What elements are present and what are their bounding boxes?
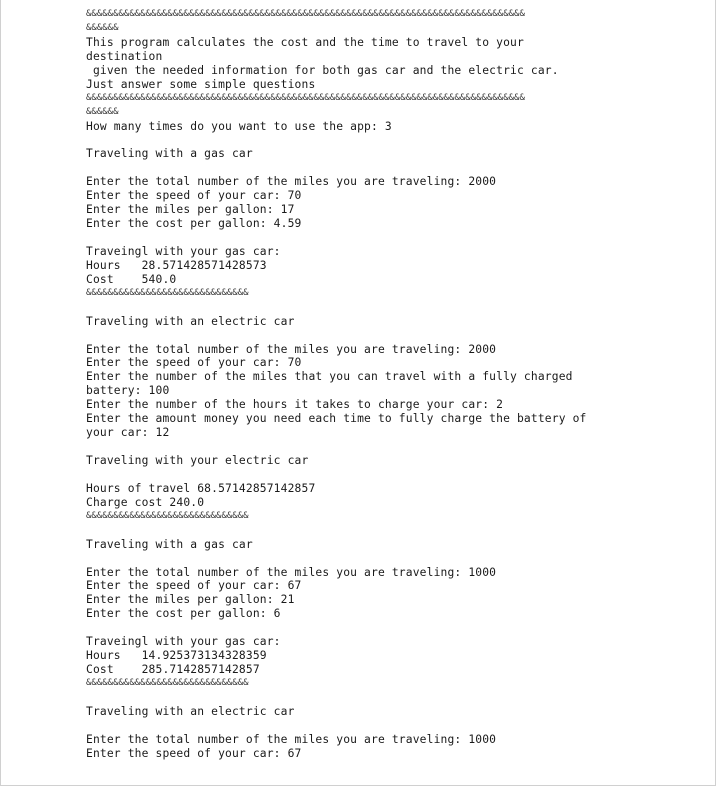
console-line: your car: 12 <box>86 426 170 440</box>
console-line: battery: 100 <box>86 384 170 398</box>
console-line: Enter the number of the hours it takes to charge your car: 2 <box>86 398 504 412</box>
blank-line <box>86 552 646 566</box>
console-line: Enter the speed of your car: 67 <box>86 579 302 593</box>
console-line: Enter the total number of the miles you are traveling: 1000 <box>86 732 497 746</box>
console-line: Cost 285.7142857142857 <box>86 663 260 677</box>
blank-line <box>86 133 646 147</box>
separator-line: &&&&&&&&&&&&&&&&&&&&&&&&&&&&&&&&&&&&&&&&&&&&&&&&&&&&&&&&&&&&&&&&&&&&&&&&&&&&&&&&& <box>86 92 525 103</box>
console-line: Enter the total number of the miles you are traveling: 2000 <box>86 342 497 356</box>
blank-line <box>86 329 646 343</box>
separator-line: &&&&&&&&&&&&&&&&&&&&&&&&&&&&&&&&&&&&&&&&&&&&&&&&&&&&&&&&&&&&&&&&&&&&&&&&&&&&&&&&& <box>86 9 525 19</box>
console-line: Traveingl with your gas car: <box>86 244 281 258</box>
console-line: This program calculates the cost and the time to travel to your <box>86 35 524 49</box>
console-line: Enter the total number of the miles you are traveling: 1000 <box>86 565 497 579</box>
blank-line <box>86 440 646 454</box>
console-line: Enter the cost per gallon: 4.59 <box>86 217 302 231</box>
console-line: Enter the miles per gallon: 17 <box>86 203 295 217</box>
console-line: Traveingl with your gas car: <box>86 635 281 649</box>
console-line: Charge cost 240.0 <box>86 495 205 509</box>
console-line: Enter the miles per gallon: 21 <box>86 593 295 607</box>
separator-line: &&&&&&&&&&&&&&&&&&&&&&&&&&&&&& <box>86 510 249 521</box>
console-line: Traveling with an electric car <box>86 704 295 718</box>
console-line: How many times do you want to use the app: 3 <box>86 119 392 133</box>
console-line: Enter the total number of the miles you are traveling: 2000 <box>86 175 497 189</box>
separator-line: &&&&&&&&&&&&&&&&&&&&&&&&&&&&&& <box>86 287 249 298</box>
console-line: Traveling with a gas car <box>86 537 253 551</box>
blank-line <box>86 524 646 538</box>
console-line: Enter the speed of your car: 67 <box>86 746 302 760</box>
blank-line <box>86 691 646 705</box>
blank-line <box>86 468 646 482</box>
separator-line: &&&&&& <box>86 22 119 33</box>
console-line: Enter the amount money you need each time to fully charge the battery of <box>86 412 587 426</box>
console-line: Traveling with an electric car <box>86 314 295 328</box>
separator-line: &&&&&& <box>86 106 119 117</box>
console-line: Just answer some simple questions <box>86 77 316 91</box>
blank-line <box>86 301 646 315</box>
blank-line <box>86 161 646 175</box>
console-line: Enter the speed of your car: 70 <box>86 189 302 203</box>
console-output <box>86 8 646 761</box>
console-line: Cost 540.0 <box>86 272 177 286</box>
console-line: Enter the cost per gallon: 6 <box>86 607 281 621</box>
console-line: Hours 14.925373134328359 <box>86 649 267 663</box>
console-line: given the needed information for both gas car and the electric car. <box>86 63 559 77</box>
blank-line <box>86 231 646 245</box>
blank-line <box>86 719 646 733</box>
console-line: Hours 28.571428571428573 <box>86 258 267 272</box>
blank-line <box>86 621 646 635</box>
console-line: Enter the number of the miles that you can travel with a fully charged <box>86 370 573 384</box>
console-line: destination <box>86 49 163 63</box>
console-line: Enter the speed of your car: 70 <box>86 356 302 370</box>
separator-line: &&&&&&&&&&&&&&&&&&&&&&&&&&&&&& <box>86 678 249 688</box>
console-line: Hours of travel 68.57142857142857 <box>86 481 316 495</box>
console-line: Traveling with a gas car <box>86 147 253 161</box>
console-line: Traveling with your electric car <box>86 454 309 467</box>
